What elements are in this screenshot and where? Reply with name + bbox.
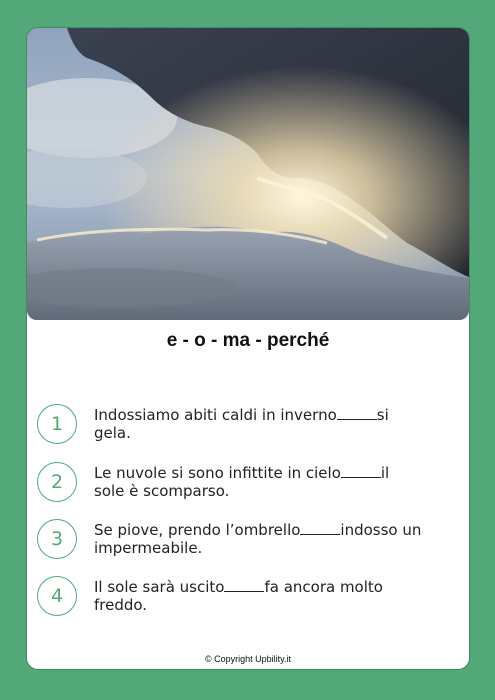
sentence-end: indosso un impermeabile.: [94, 521, 422, 557]
number-circle: 4: [37, 576, 77, 616]
fill-blank[interactable]: [224, 579, 264, 592]
sentence: [94, 464, 424, 500]
copyright-footer: © Copyright Upbility.it: [205, 654, 291, 664]
exercise-2: [37, 462, 459, 502]
sentence: [94, 578, 424, 614]
sky-photo: [27, 28, 469, 320]
fill-blank[interactable]: [337, 407, 377, 420]
exercise-1: [37, 404, 459, 444]
worksheet-card: [26, 27, 470, 670]
sentence-end: il sole è scomparso.: [94, 464, 390, 500]
number-circle: 3: [37, 519, 77, 559]
sentence: [94, 406, 424, 442]
sentence-start: Se piove, prendo l’ombrello: [94, 521, 301, 539]
fill-blank[interactable]: [341, 465, 381, 478]
fill-blank[interactable]: [300, 522, 340, 535]
sentence-start: Il sole sarà uscito: [94, 578, 225, 596]
sentence-end: si gela.: [94, 406, 389, 442]
sentence: [94, 521, 424, 557]
worksheet-title: e - o - ma - perché: [166, 330, 330, 351]
sentence-start: Indossiamo abiti caldi in inverno: [94, 406, 337, 424]
sentence-end: fa ancora molto freddo.: [94, 578, 383, 614]
exercise-4: [37, 576, 459, 616]
number-circle: 2: [37, 462, 77, 502]
sentence-start: Le nuvole si sono infittite in cielo: [94, 464, 341, 482]
number-circle: 1: [37, 404, 77, 444]
exercise-3: [37, 519, 459, 559]
